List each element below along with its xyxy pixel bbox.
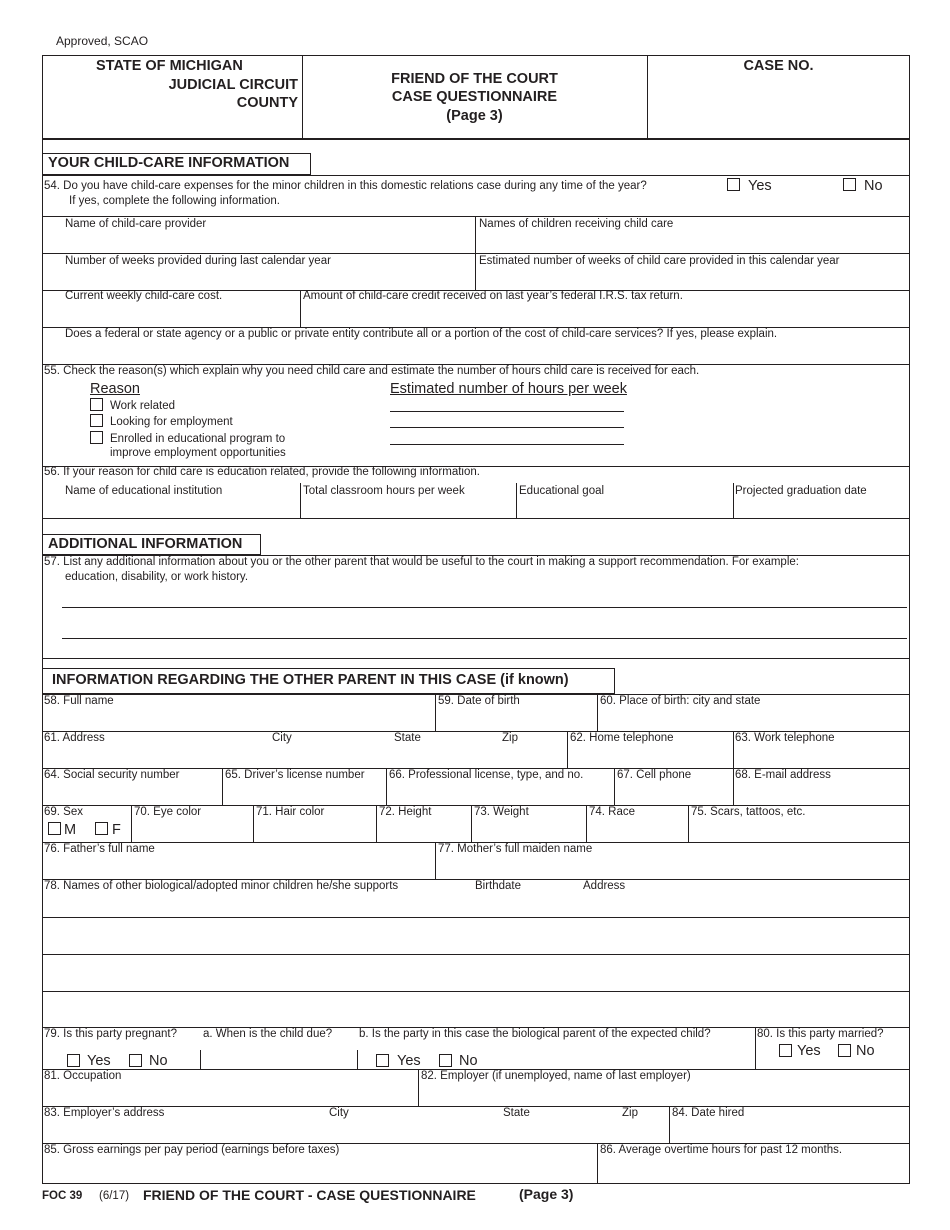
- q54-label: 54. Do you have child-care expenses for the minor children in this domestic relations case during any time of the year?: [44, 180, 647, 192]
- q57-line-1[interactable]: [62, 607, 907, 608]
- birthplace-label: 60. Place of birth: city and state: [600, 695, 761, 707]
- footer-title: FRIEND OF THE COURT - CASE QUESTIONNAIRE: [143, 1187, 476, 1203]
- race-label: 74. Race: [589, 806, 636, 818]
- sex-male-label: M: [64, 822, 77, 838]
- full-name-label: 58. Full name: [44, 695, 114, 707]
- professional-license-label: 66. Professional license, type, and no.: [389, 769, 584, 781]
- hair-color-label: 71. Hair color: [256, 806, 325, 818]
- father-name-label: 76. Father’s full name: [44, 843, 155, 855]
- bio-parent-no-label: No: [459, 1053, 478, 1069]
- educational-goal-label: Educational goal: [519, 485, 605, 497]
- employer-zip-label: Zip: [622, 1107, 638, 1119]
- married-no-checkbox[interactable]: [838, 1044, 851, 1057]
- provider-label: Name of child-care provider: [65, 218, 207, 230]
- address-zip-label: Zip: [502, 732, 518, 744]
- bio-parent-yes-label: Yes: [397, 1053, 421, 1069]
- work-phone-label: 63. Work telephone: [735, 732, 835, 744]
- gross-earnings-label: 85. Gross earnings per pay period (earnings before taxes): [44, 1144, 340, 1156]
- reason-work-checkbox[interactable]: [90, 398, 103, 411]
- form-revision: (6/17): [99, 1190, 130, 1202]
- other-children-label: 78. Names of other biological/adopted minor children he/she supports: [44, 880, 399, 892]
- overtime-label: 86. Average overtime hours for past 12 months.: [600, 1144, 843, 1156]
- graduation-date-label: Projected graduation date: [735, 485, 867, 497]
- q56-label: 56. If your reason for child care is education related, provide the following information.: [44, 466, 480, 478]
- due-date-label: a. When is the child due?: [203, 1028, 333, 1040]
- reason-looking-checkbox[interactable]: [90, 414, 103, 427]
- children-row-3[interactable]: [42, 991, 910, 992]
- state-name: STATE OF MICHIGAN: [96, 58, 243, 74]
- section-additional: ADDITIONAL INFORMATION: [42, 534, 261, 555]
- q54-no-label: No: [864, 178, 883, 194]
- hours-line-2[interactable]: [390, 427, 624, 428]
- q54-yes-label: Yes: [748, 178, 772, 194]
- form-number: FOC 39: [42, 1190, 83, 1202]
- occupation-label: 81. Occupation: [44, 1070, 122, 1082]
- reason-education-label: Enrolled in educational program to: [110, 433, 286, 445]
- height-label: 72. Height: [379, 806, 432, 818]
- reason-heading: Reason: [90, 381, 140, 397]
- sex-female-label: F: [112, 822, 121, 838]
- bio-parent-no-checkbox[interactable]: [439, 1054, 452, 1067]
- weekly-cost-field[interactable]: [44, 305, 298, 325]
- weeks-last-year-label: Number of weeks provided during last calendar year: [65, 255, 331, 267]
- address-label: 61. Address: [44, 732, 105, 744]
- mother-name-label: 77. Mother’s full maiden name: [438, 843, 593, 855]
- employer-address-label: 83. Employer’s address: [44, 1107, 165, 1119]
- section-other-parent: INFORMATION REGARDING THE OTHER PARENT IN THIS CASE (if known): [42, 668, 615, 694]
- q57-label: 57. List any additional information about you or the other parent that would be useful to the court in making a support recommendation. For example:: [44, 556, 799, 568]
- sex-female-checkbox[interactable]: [95, 822, 108, 835]
- tax-credit-label: Amount of child-care credit received on last year’s federal I.R.S. tax return.: [303, 290, 683, 302]
- sex-male-checkbox[interactable]: [48, 822, 61, 835]
- cell-phone-label: 67. Cell phone: [617, 769, 692, 781]
- q54-sub-label: If yes, complete the following information.: [69, 195, 280, 207]
- married-no-label: No: [856, 1043, 875, 1059]
- bio-parent-label: b. Is the party in this case the biological parent of the expected child?: [359, 1028, 711, 1040]
- email-label: 68. E-mail address: [735, 769, 831, 781]
- hours-line-3[interactable]: [390, 444, 624, 445]
- q57-line-2[interactable]: [62, 638, 907, 639]
- children-label: Names of children receiving child care: [479, 218, 674, 230]
- weeks-estimate-label: Estimated number of weeks of child care provided in this calendar year: [479, 255, 840, 267]
- ssn-label: 64. Social security number: [44, 769, 180, 781]
- county-label: COUNTY: [236, 95, 298, 111]
- drivers-license-label: 65. Driver’s license number: [225, 769, 365, 781]
- q54-no-checkbox[interactable]: [843, 178, 856, 191]
- scars-label: 75. Scars, tattoos, etc.: [691, 806, 806, 818]
- eye-color-label: 70. Eye color: [134, 806, 202, 818]
- approved-label: Approved, SCAO: [56, 34, 149, 48]
- footer-page: (Page 3): [519, 1186, 574, 1202]
- children-row-1[interactable]: [42, 917, 910, 918]
- tax-credit-field[interactable]: [303, 305, 907, 325]
- provider-field[interactable]: [44, 232, 472, 252]
- pregnant-no-label: No: [149, 1053, 168, 1069]
- judicial-circuit-label: JUDICIAL CIRCUIT: [168, 77, 298, 93]
- children-field[interactable]: [478, 232, 906, 252]
- home-phone-label: 62. Home telephone: [570, 732, 674, 744]
- employer-state-label: State: [503, 1107, 530, 1119]
- form-title-page: (Page 3): [446, 108, 503, 124]
- dob-label: 59. Date of birth: [438, 695, 520, 707]
- reason-education-checkbox[interactable]: [90, 431, 103, 444]
- classroom-hours-label: Total classroom hours per week: [303, 485, 465, 497]
- pregnant-no-checkbox[interactable]: [129, 1054, 142, 1067]
- form-title-line2: CASE QUESTIONNAIRE: [391, 89, 558, 105]
- date-hired-label: 84. Date hired: [672, 1107, 745, 1119]
- q55-label: 55. Check the reason(s) which explain why you need child care and estimate the number of hours child care is received for each.: [44, 365, 700, 377]
- q57-label-2: education, disability, or work history.: [65, 571, 249, 583]
- weight-label: 73. Weight: [474, 806, 529, 818]
- form-title-line1: FRIEND OF THE COURT: [391, 71, 558, 87]
- institution-label: Name of educational institution: [65, 485, 223, 497]
- bio-parent-yes-checkbox[interactable]: [376, 1054, 389, 1067]
- sex-label: 69. Sex: [44, 806, 83, 818]
- married-label: 80. Is this party married?: [757, 1028, 884, 1040]
- address-city-label: City: [272, 732, 292, 744]
- children-address-label: Address: [583, 880, 626, 892]
- children-birthdate-label: Birthdate: [475, 880, 522, 892]
- weeks-last-year-field[interactable]: [44, 269, 472, 289]
- children-row-2[interactable]: [42, 954, 910, 955]
- due-date-field[interactable]: [203, 1050, 355, 1068]
- pregnant-yes-label: Yes: [87, 1053, 111, 1069]
- agency-contribution-field[interactable]: [44, 343, 908, 363]
- pregnant-yes-checkbox[interactable]: [67, 1054, 80, 1067]
- employer-label: 82. Employer (if unemployed, name of last employer): [421, 1070, 691, 1082]
- weekly-cost-label: Current weekly child-care cost.: [65, 290, 223, 302]
- reason-education-label-2: improve employment opportunities: [110, 447, 286, 459]
- agency-contribution-label: Does a federal or state agency or a public or private entity contribute all or a portion of the cost of child-care services? If yes, please explain.: [65, 328, 778, 340]
- hours-line-1[interactable]: [390, 411, 624, 412]
- case-no-label: CASE NO.: [743, 58, 814, 74]
- reason-looking-label: Looking for employment: [110, 416, 233, 428]
- reason-work-label: Work related: [110, 400, 175, 412]
- address-state-label: State: [394, 732, 421, 744]
- hours-heading: Estimated number of hours per week: [390, 381, 627, 397]
- weeks-estimate-field[interactable]: [478, 269, 906, 289]
- pregnant-label: 79. Is this party pregnant?: [44, 1028, 177, 1040]
- q54-yes-checkbox[interactable]: [727, 178, 740, 191]
- employer-city-label: City: [329, 1107, 349, 1119]
- section-child-care: YOUR CHILD-CARE INFORMATION: [42, 153, 311, 175]
- married-yes-checkbox[interactable]: [779, 1044, 792, 1057]
- married-yes-label: Yes: [797, 1043, 821, 1059]
- case-no-field[interactable]: [650, 78, 906, 134]
